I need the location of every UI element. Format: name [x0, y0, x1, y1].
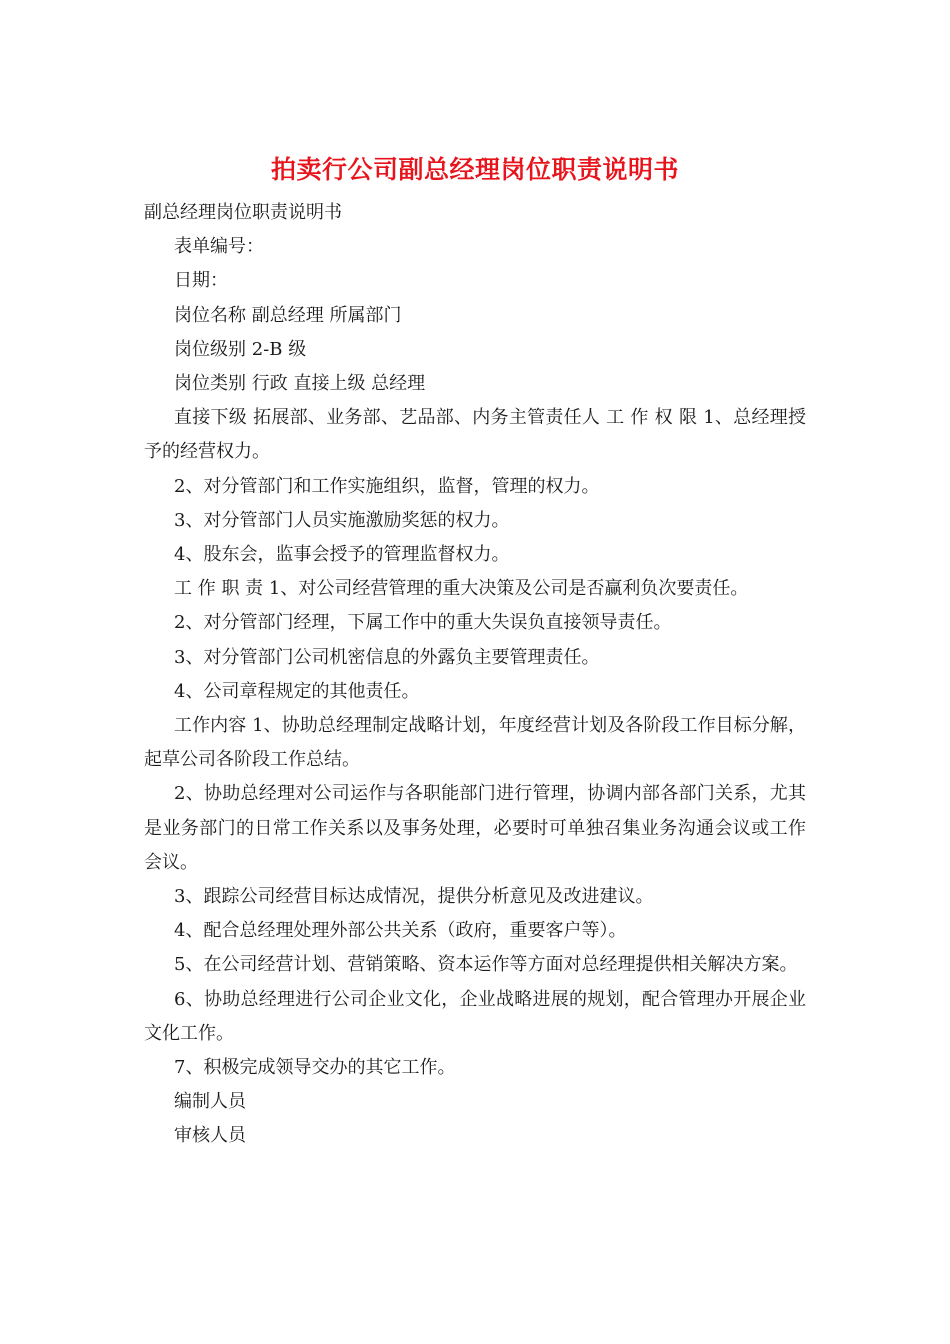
position-level-row: 岗位级别 2-B 级: [174, 338, 307, 360]
subtitle: 副总经理岗位职责说明书: [144, 202, 342, 223]
date-field: 日期：: [174, 270, 228, 292]
subordinates-and-authority-paragraph: 直接下级 拓展部、业务部、艺品部、内务主管责任人 工 作 权 限 1、总经理授予的经营权力。: [144, 407, 806, 463]
work-content-item: 2、协助总经理对公司运作与各职能部门进行管理，协调内部各部门关系，尤其是业务部门的日常工作关系以及事务处理，必要时可单独召集业务沟通会议或工作会议。: [144, 783, 806, 873]
position-category-row: 岗位类别 行政 直接上级 总经理: [174, 373, 426, 395]
document-body: [144, 196, 806, 1154]
work-content-paragraph: 工作内容 1、协助总经理制定战略计划，年度经营计划及各阶段工作目标分解，起草公司各阶段工作总结。: [144, 715, 806, 771]
position-name-row: 岗位名称 副总经理 所属部门: [174, 304, 402, 326]
form-number-field: 表单编号：: [174, 236, 264, 258]
document-title: 拍卖行公司副总经理岗位职责说明书: [270, 155, 679, 184]
authority-item: 3、对分管部门人员实施激励奖惩的权力。: [174, 509, 510, 531]
work-content-item: 5、在公司经营计划、营销策略、资本运作等方面对总经理提供相关解决方案。: [174, 954, 798, 976]
responsibility-item: 3、对分管部门公司机密信息的外露负主要管理责任。: [174, 646, 600, 668]
prepared-by-field: 编制人员: [174, 1091, 246, 1113]
reviewed-by-field: 审核人员: [174, 1125, 246, 1147]
work-content-item: 3、跟踪公司经营目标达成情况，提供分析意见及改进建议。: [174, 886, 654, 908]
responsibility-paragraph: 工 作 职 责 1、对公司经营管理的重大决策及公司是否赢利负次要责任。: [174, 578, 749, 600]
work-content-item: 7、积极完成领导交办的其它工作。: [174, 1057, 456, 1079]
responsibility-item: 4、公司章程规定的其他责任。: [174, 680, 420, 702]
authority-item: 2、对分管部门和工作实施组织，监督，管理的权力。: [174, 475, 600, 497]
work-content-item: 4、配合总经理处理外部公共关系（政府，重要客户等）。: [174, 920, 627, 942]
responsibility-item: 2、对分管部门经理，下属工作中的重大失误负直接领导责任。: [174, 612, 672, 634]
authority-item: 4、股东会，监事会授予的管理监督权力。: [174, 544, 510, 566]
work-content-item: 6、协助总经理进行公司企业文化，企业战略进展的规划，配合管理办开展企业文化工作。: [144, 988, 806, 1044]
